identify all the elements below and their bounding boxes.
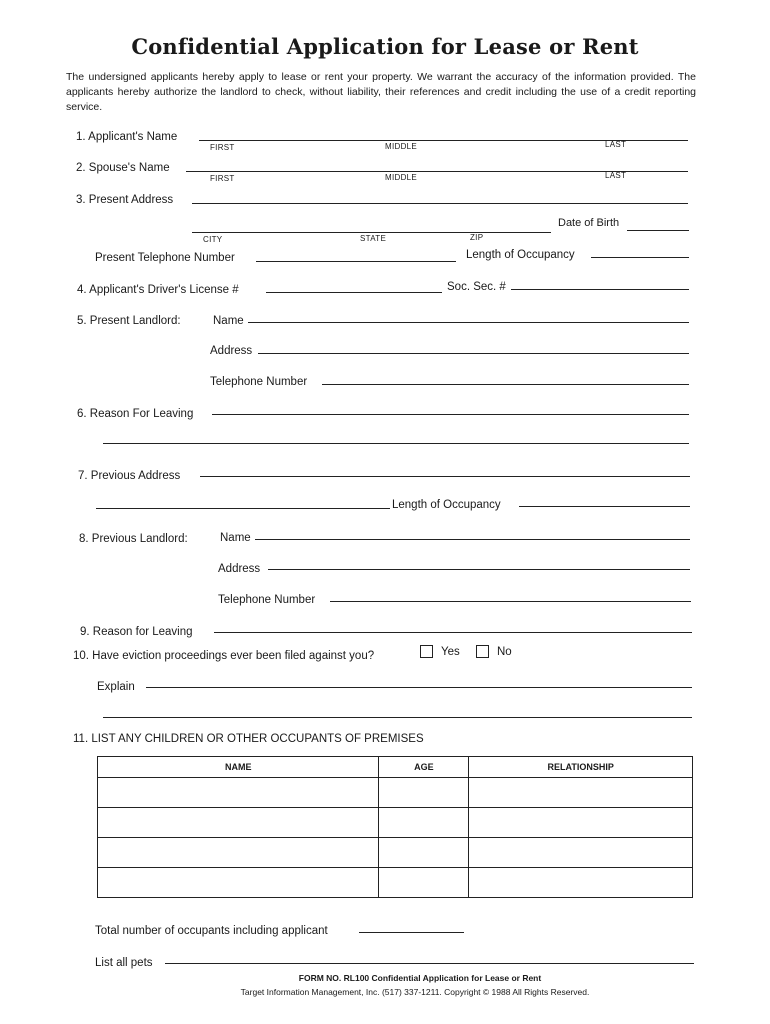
first-sublabel: FIRST — [210, 143, 235, 152]
previous-address-label: 7. Previous Address — [78, 470, 181, 482]
occupant-age-cell[interactable] — [379, 808, 469, 838]
first-sublabel: FIRST — [210, 174, 235, 183]
reason-for-leaving-label: 6. Reason For Leaving — [77, 408, 194, 420]
previous-address-field[interactable] — [200, 476, 690, 477]
form-title: Confidential Application for Lease or Rent — [131, 34, 639, 59]
occupant-age-cell[interactable] — [379, 838, 469, 868]
previous-reason-for-leaving-label: 9. Reason for Leaving — [80, 626, 193, 638]
present-landlord-telephone-field[interactable] — [322, 384, 689, 385]
middle-sublabel: MIDDLE — [385, 142, 418, 151]
previous-reason-for-leaving-field[interactable] — [214, 632, 692, 633]
applicant-name-label: 1. Applicant's Name — [76, 131, 178, 143]
present-telephone-label: Present Telephone Number — [95, 252, 235, 264]
present-landlord-label: 5. Present Landlord: — [77, 315, 181, 327]
last-sublabel: LAST — [605, 171, 627, 180]
middle-sublabel: MIDDLE — [385, 173, 418, 182]
reason-for-leaving-field[interactable] — [212, 414, 689, 415]
list-pets-label: List all pets — [95, 957, 153, 969]
spouse-name-label: 2. Spouse's Name — [76, 162, 170, 174]
eviction-no-label: No — [497, 646, 512, 658]
explain-field-line-2[interactable] — [103, 717, 692, 718]
length-of-occupancy-label: Length of Occupancy — [466, 249, 575, 261]
previous-address-field-line-2[interactable] — [96, 508, 390, 509]
occupant-relationship-cell[interactable] — [469, 868, 693, 898]
present-landlord-name-label: Name — [213, 315, 244, 327]
occupant-name-cell[interactable] — [98, 868, 379, 898]
table-header-age: AGE — [379, 757, 469, 778]
previous-length-of-occupancy-field[interactable] — [519, 506, 690, 507]
table-row — [98, 808, 693, 838]
previous-landlord-address-label: Address — [218, 563, 261, 575]
occupant-age-cell[interactable] — [379, 778, 469, 808]
eviction-yes-checkbox[interactable] — [420, 645, 433, 658]
total-occupants-field[interactable] — [359, 932, 464, 933]
explain-label: Explain — [97, 681, 135, 693]
previous-landlord-name-field[interactable] — [255, 539, 690, 540]
occupants-heading: 11. LIST ANY CHILDREN OR OTHER OCCUPANTS OF PREMISES — [73, 733, 424, 745]
previous-landlord-address-field[interactable] — [268, 569, 690, 570]
last-sublabel: LAST — [605, 140, 627, 149]
occupant-name-cell[interactable] — [98, 808, 379, 838]
occupant-relationship-cell[interactable] — [469, 778, 693, 808]
present-telephone-field[interactable] — [256, 261, 456, 262]
previous-landlord-telephone-label: Telephone Number — [218, 594, 316, 606]
table-header-relationship: RELATIONSHIP — [469, 757, 693, 778]
present-landlord-address-label: Address — [210, 345, 253, 357]
explain-field[interactable] — [146, 687, 692, 688]
previous-landlord-telephone-field[interactable] — [330, 601, 691, 602]
city-sublabel: CITY — [203, 235, 223, 244]
occupant-name-cell[interactable] — [98, 778, 379, 808]
eviction-no-checkbox[interactable] — [476, 645, 489, 658]
drivers-license-field[interactable] — [266, 292, 442, 293]
zip-sublabel: ZIP — [470, 233, 484, 242]
eviction-yes-label: Yes — [441, 646, 460, 658]
table-header-name: NAME — [98, 757, 379, 778]
occupants-table — [97, 756, 693, 898]
list-pets-field[interactable] — [165, 963, 694, 964]
soc-sec-label: Soc. Sec. # — [447, 281, 506, 293]
soc-sec-field[interactable] — [511, 289, 689, 290]
occupant-name-cell[interactable] — [98, 838, 379, 868]
previous-length-of-occupancy-label: Length of Occupancy — [392, 499, 501, 511]
reason-for-leaving-field-line-2[interactable] — [103, 443, 689, 444]
occupant-age-cell[interactable] — [379, 868, 469, 898]
present-address-city-field[interactable] — [192, 232, 551, 233]
present-landlord-name-field[interactable] — [248, 322, 689, 323]
date-of-birth-label: Date of Birth — [558, 217, 620, 229]
present-landlord-address-field[interactable] — [258, 353, 689, 354]
table-row — [98, 838, 693, 868]
occupant-relationship-cell[interactable] — [469, 838, 693, 868]
form-number: FORM NO. RL100 Confidential Application for Lease or Rent — [298, 973, 542, 983]
state-sublabel: STATE — [360, 234, 387, 243]
copyright-notice: Target Information Management, Inc. (517) 337-1211. Copyright © 1988 All Rights Reserved. — [240, 987, 590, 997]
eviction-question-label: 10. Have eviction proceedings ever been filed against you? — [73, 650, 375, 662]
previous-landlord-label: 8. Previous Landlord: — [79, 533, 188, 545]
total-occupants-label: Total number of occupants including applicant — [95, 925, 328, 937]
table-row — [98, 868, 693, 898]
present-address-field[interactable] — [192, 203, 688, 204]
drivers-license-label: 4. Applicant's Driver's License # — [77, 284, 239, 296]
intro-paragraph: The undersigned applicants hereby apply to lease or rent your property. We warrant the accuracy of the information provided. The applicants hereby authorize the landlord to check, without liability, their references and credit including the use of a credit reporting service. — [66, 71, 696, 113]
present-address-label: 3. Present Address — [76, 194, 174, 206]
occupant-relationship-cell[interactable] — [469, 808, 693, 838]
present-landlord-telephone-label: Telephone Number — [210, 376, 308, 388]
previous-landlord-name-label: Name — [220, 532, 251, 544]
table-row — [98, 778, 693, 808]
length-of-occupancy-field[interactable] — [591, 257, 689, 258]
date-of-birth-field[interactable] — [627, 230, 689, 231]
